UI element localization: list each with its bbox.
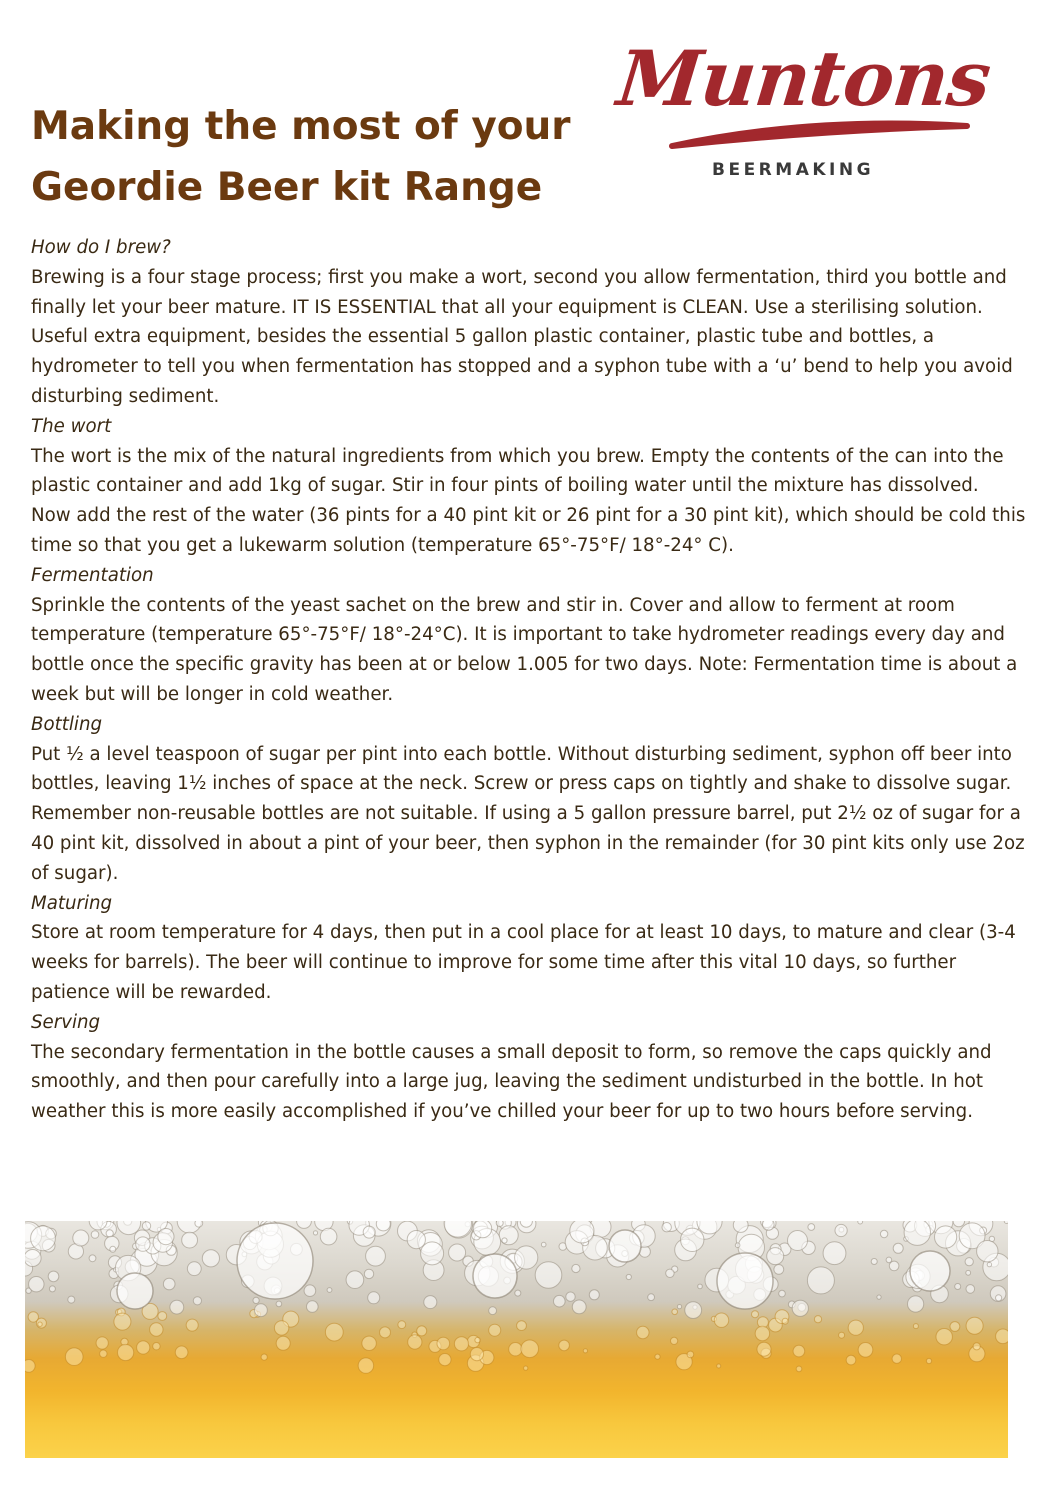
bubble <box>893 1243 903 1253</box>
bubble <box>449 1244 466 1261</box>
bubble <box>407 1231 425 1249</box>
bubble <box>626 1274 631 1279</box>
bubble <box>473 1254 517 1298</box>
bubble <box>509 1343 522 1356</box>
logo-tagline: BEERMAKING <box>712 160 875 180</box>
bubble <box>913 1324 918 1329</box>
bubble <box>589 1290 599 1300</box>
section-heading: Fermentation <box>31 564 154 586</box>
bubble <box>202 1250 219 1267</box>
bubble <box>677 1305 681 1309</box>
bubble <box>473 1221 491 1238</box>
bubble <box>987 1262 991 1266</box>
bubble <box>408 1335 422 1349</box>
bubble <box>110 1246 116 1252</box>
bubble <box>502 1238 507 1243</box>
bubble <box>515 1290 521 1296</box>
section-paragraph: The secondary fermentation in the bottle causes a small deposit to form, so remove the caps quickly and smoothly, and then pour carefully into a large jug, leaving the sediment undisturbed in the bottle. In hot weather this is more easily accomplished if you’ve chilled your beer for up to two hours before serving. <box>31 1041 992 1123</box>
bubble <box>182 1232 198 1248</box>
bubble <box>358 1358 373 1373</box>
bubble <box>685 1302 702 1319</box>
bubble <box>541 1242 546 1247</box>
bubble <box>735 1243 740 1248</box>
bubble <box>774 1265 784 1275</box>
bubble <box>31 1226 56 1251</box>
bubble <box>117 1273 153 1309</box>
bubble <box>566 1292 575 1301</box>
bubble <box>782 1318 788 1324</box>
bubble <box>788 1231 808 1251</box>
bubble <box>609 1230 641 1262</box>
bubble <box>904 1221 930 1245</box>
beer-foam-image <box>25 1221 1008 1458</box>
bubble <box>572 1264 580 1272</box>
section-paragraph: Now add the rest of the water (36 pints for a 40 pint kit or 26 pint for a 30 pint kit), which should be cold this time so that you get a lukewarm solution (temperature 65°-75°F/ 18°-24° C). <box>31 505 1026 556</box>
bubble <box>489 1307 497 1315</box>
bubble <box>417 1326 427 1336</box>
muntons-logo <box>612 34 995 184</box>
bubble <box>655 1354 660 1359</box>
instructions-body <box>31 233 1031 1127</box>
bubble <box>137 1341 150 1354</box>
bubble <box>325 1323 343 1341</box>
bubble <box>91 1231 99 1239</box>
bubble <box>839 1332 845 1338</box>
bubble <box>68 1296 75 1303</box>
bubble <box>362 1336 376 1350</box>
bubble <box>858 1343 873 1358</box>
section-the-wort <box>31 412 1031 561</box>
bubble <box>49 1286 55 1292</box>
bubble <box>114 1313 131 1330</box>
bubble <box>376 1221 390 1231</box>
bubble <box>698 1284 703 1289</box>
bubble <box>193 1297 201 1305</box>
bubble <box>717 1364 721 1368</box>
bubble <box>100 1350 107 1357</box>
bubble <box>421 1242 444 1265</box>
bubble <box>583 1349 587 1353</box>
bubble <box>559 1340 570 1351</box>
section-heading: How do I brew? <box>31 237 171 258</box>
bubble <box>926 1358 931 1363</box>
bubble <box>996 1329 1008 1344</box>
bubble <box>363 1226 375 1238</box>
bubble <box>261 1354 267 1360</box>
section-paragraph: Sprinkle the contents of the yeast sachet on the brew and stir in. Cover and allow to ferment at room temperature (temperature 65°-75°F/ 18°-24°C). It is important to take hydrometer readings every day and bottle once the specific gravity has been at or below 1.005 for two days. Note: Fermentation time is about a week but will be longer in cold weather. <box>31 594 1018 705</box>
bubble <box>366 1246 386 1266</box>
section-heading: Serving <box>31 1011 101 1033</box>
bubble <box>136 1237 150 1251</box>
page-title-line-2: Geordie Beer kit Range <box>31 165 543 210</box>
bubble <box>48 1271 59 1282</box>
section-how-do-i-brew <box>31 233 1031 412</box>
bubble <box>517 1321 527 1331</box>
bubble <box>935 1226 957 1248</box>
bubble <box>496 1221 503 1227</box>
bubble <box>965 1258 973 1266</box>
bubble <box>637 1326 649 1338</box>
bubble <box>118 1344 134 1360</box>
bubble <box>936 1329 952 1345</box>
bubble <box>966 1317 983 1334</box>
bubble <box>910 1251 950 1291</box>
bubble <box>973 1343 980 1350</box>
bubble <box>237 1223 313 1299</box>
bubble <box>25 1250 41 1267</box>
bubble <box>779 1290 786 1297</box>
bubble <box>835 1224 847 1236</box>
section-paragraph: Brewing is a four stage process; first you make a wort, second you allow fermentation, third you bottle and finally let your beer mature. IT IS ESSENTIAL that all your equipment is CLEAN. Use a sterilising solution. Useful extra equipment, besides the essential 5 gallon plastic container, plastic tube and bottles, a hydrometer to tell you when fermentation has stopped and a syphon tube with a ‘u’ bend to help you avoid disturbing sediment. <box>31 266 1013 407</box>
bubble <box>175 1346 188 1359</box>
bubble <box>437 1337 450 1350</box>
bubble <box>380 1327 391 1338</box>
bubble <box>808 1224 815 1231</box>
bubble <box>871 1259 877 1265</box>
bubble <box>327 1288 332 1293</box>
section-paragraph: Store at room temperature for 4 days, then put in a cool place for at least 10 days, to mature and clear (3-4 weeks for barrels). The beer will continue to improve for some time after this vital 10 days, so further patience will be rewarded. <box>31 922 1016 1003</box>
bubble <box>153 1343 160 1350</box>
section-heading: The wort <box>31 415 112 437</box>
bubble <box>304 1285 316 1297</box>
bubble <box>996 1295 1002 1301</box>
bubble <box>763 1221 775 1230</box>
bubble <box>25 1360 35 1373</box>
bubble <box>535 1262 562 1289</box>
bubble <box>439 1354 451 1366</box>
bubble <box>515 1246 538 1269</box>
bubble <box>142 1222 150 1230</box>
bubble <box>714 1313 728 1327</box>
bubble <box>187 1262 201 1276</box>
bubble <box>717 1253 773 1309</box>
bubble <box>38 1322 42 1326</box>
bubble <box>953 1221 965 1227</box>
bubble <box>671 1337 678 1344</box>
bubble <box>966 1270 971 1275</box>
bubble <box>950 1322 960 1332</box>
bubble <box>65 1348 83 1366</box>
bubble <box>687 1351 694 1358</box>
bubble <box>570 1221 594 1243</box>
bubble <box>253 1297 259 1303</box>
bubble <box>96 1337 108 1349</box>
bubble <box>489 1324 501 1336</box>
bubble <box>1004 1221 1008 1224</box>
bubble <box>150 1323 163 1336</box>
bubble <box>255 1304 268 1317</box>
bubble <box>158 1312 167 1321</box>
bubble <box>757 1342 771 1356</box>
bubble <box>454 1337 468 1351</box>
bubble <box>554 1295 566 1307</box>
bubble <box>767 1248 784 1265</box>
section-serving <box>31 1008 1031 1127</box>
bubble <box>524 1366 528 1370</box>
bubble <box>892 1354 901 1363</box>
bubble <box>195 1221 203 1227</box>
bubble <box>823 1242 846 1265</box>
section-paragraph: The wort is the mix of the natural ingredients from which you brew. Empty the contents of the can into the plastic container and add 1kg of sugar. Stir in four pints of boiling water until the mixture has dissolved. <box>31 445 1004 497</box>
beer-bubbles-icon <box>25 1221 1008 1458</box>
bubble <box>572 1300 586 1314</box>
bubble <box>29 1277 44 1292</box>
bubble <box>170 1300 184 1314</box>
bubble <box>73 1230 89 1246</box>
bubble <box>886 1257 892 1263</box>
bubble <box>89 1255 96 1262</box>
bubble <box>163 1278 175 1290</box>
bubble <box>276 1336 290 1350</box>
bubble <box>424 1296 437 1309</box>
bubble <box>672 1309 678 1315</box>
section-paragraph: Put ½ a level teaspoon of sugar per pint into each bottle. Without disturbing sediment, syphon off beer into bottles, leaving 1½ inches of space at the neck. Screw or press caps on tightly and shake to dissolve sugar. Remember non-reusable bottles are not suitable. If using a 5 gallon pressure barrel, put 2½ oz of sugar for a 40 pint kit, dissolved in about a pint of your beer, then syphon in the remainder (for 30 pint kits only use 2oz of sugar). <box>31 743 1025 884</box>
bubble <box>186 1319 198 1331</box>
bubble <box>807 1267 834 1294</box>
bubble <box>666 1269 674 1277</box>
bubble <box>846 1355 856 1365</box>
bubble <box>908 1296 924 1312</box>
bubble <box>276 1301 282 1307</box>
section-bottling <box>31 710 1031 889</box>
bubble <box>792 1300 808 1316</box>
bubble <box>814 1316 821 1323</box>
logo-wordmark: Muntons <box>613 34 995 123</box>
bubble <box>521 1340 539 1358</box>
section-heading: Maturing <box>31 892 113 914</box>
bubble <box>752 1311 759 1318</box>
bubble <box>662 1223 671 1232</box>
bubble <box>966 1285 975 1294</box>
bubble <box>796 1366 802 1372</box>
bubble <box>648 1294 655 1301</box>
section-fermentation <box>31 561 1031 710</box>
bubble <box>955 1284 961 1290</box>
bubble <box>274 1321 288 1335</box>
bubble <box>681 1228 704 1251</box>
bubble <box>880 1230 887 1237</box>
bubble <box>470 1348 483 1361</box>
bubble <box>977 1241 998 1262</box>
bubble <box>297 1221 312 1228</box>
bubble <box>320 1228 337 1245</box>
bubble <box>364 1269 373 1278</box>
bubble <box>877 1295 881 1299</box>
bubble <box>858 1221 863 1224</box>
bubble <box>398 1321 406 1329</box>
page-title <box>31 96 591 218</box>
bubble <box>313 1231 317 1235</box>
bubble <box>848 1320 863 1335</box>
bubble <box>793 1345 805 1357</box>
page-title-line-1: Making the most of your <box>31 104 571 149</box>
bubble <box>475 1337 480 1342</box>
bubble <box>368 1292 380 1304</box>
section-heading: Bottling <box>31 713 103 735</box>
bubble <box>755 1326 769 1340</box>
bubble <box>307 1301 319 1313</box>
section-maturing <box>31 889 1031 1008</box>
bubble <box>733 1221 748 1232</box>
bubble <box>346 1271 364 1289</box>
bubble <box>158 1229 174 1245</box>
